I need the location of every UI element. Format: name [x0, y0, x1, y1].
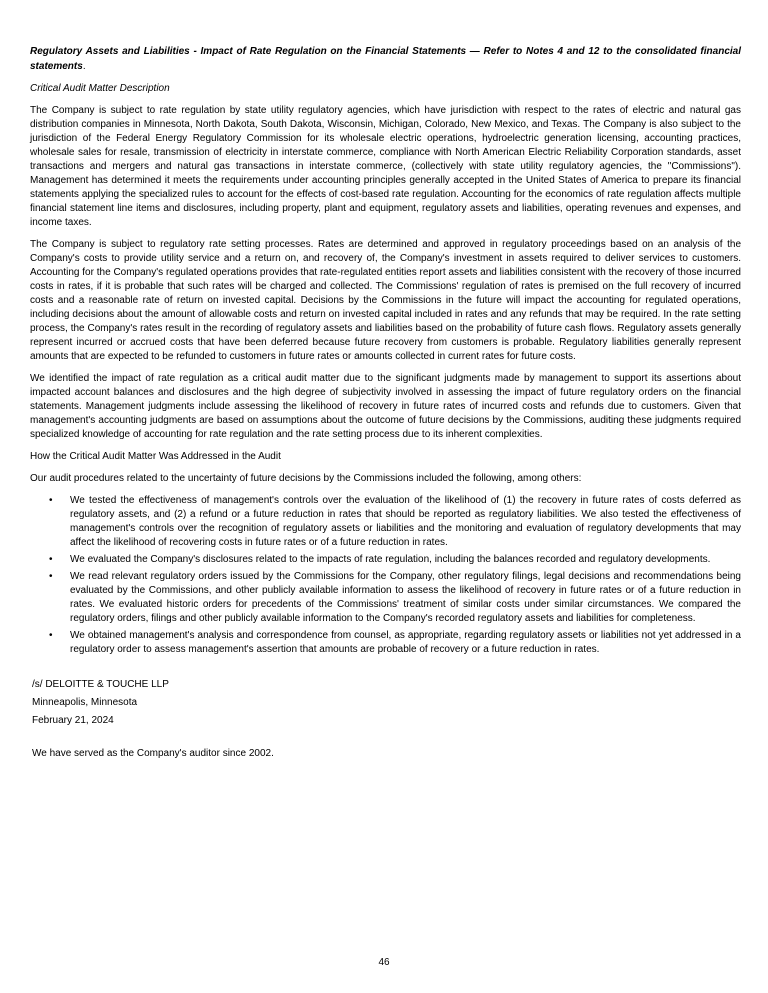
bullet-text-controls-testing: We tested the effectiveness of management's controls over the evaluation of the likelihood of (1) the recovery in future rates of costs deferred as regulatory assets, and (2) a refund or a future reduction in rates that should be reported as regulatory liabilities. We also tested the effectiveness of management's controls over the recognition of regulatory assets or liabilities and the monitoring and evaluation of regulatory developments that may affect the likelihood of recovering costs in future rates or of a future reduction in rates.: [70, 495, 741, 548]
bullet-icon: •: [49, 571, 53, 582]
bullet-icon: •: [49, 630, 53, 641]
paragraph-rate-regulation-overview: The Company is subject to rate regulation by state utility regulatory agencies, which have jurisdiction with respect to the rates of electric and natural gas distribution companies in Minnesota, North Dakota, South Dakota, Wisconsin, Michigan, Colorado, New Mexico, and Texas. The Company is also subject to the jurisdiction of the Federal Energy Regulatory Commission for its wholesale electric operations, hydroelectric generation licensing, accounting practices, wholesale sales for resale, transmission of electricity in interstate commerce, compliance with North American Electric Reliability Corporation standards, asset transactions and mergers and natural gas transactions in interstate commerce, (collectively with state utility regulatory agencies, the "Commissions"). Management has determined it meets the requirements under accounting principles generally accepted in the United States of America to prepare its financial statements applying the specialized rules to account for the effects of cost-based rate regulation. Accounting for the economics of rate regulation affects multiple financial statement line items and disclosures, including property, plant and equipment, regulatory assets and liabilities, operating revenues and expenses, and income taxes.: [30, 105, 741, 228]
signature-block: [30, 678, 741, 728]
signature-date: February 21, 2024: [32, 715, 114, 726]
bullet-text-management-analysis: We obtained management's analysis and correspondence from counsel, as appropriate, regarding regulatory assets or liabilities not yet addressed in a regulatory order to assess management's assertion that amounts are probable of recovery or a future reduction in rates.: [70, 630, 741, 655]
audit-procedures-intro: Our audit procedures related to the uncertainty of future decisions by the Commissions included the following, among others:: [30, 473, 582, 484]
paragraph-rate-setting-process: The Company is subject to regulatory rate setting processes. Rates are determined and approved in regulatory proceedings based on an analysis of the Company's costs to provide utility service and a return on, and recovery of, the Company's investment in assets required to deliver services to customers. Accounting for the Company's regulated operations provides that rate-regulated entities report assets and liabilities consistent with the recovery of those incurred costs in rates, if it is probable that such rates will be charged and collected. The Commissions' regulation of rates is premised on the full recovery of incurred costs and a reasonable rate of return on invested capital. Decisions by the Commissions in the future will impact the accounting for regulated operations, including decisions about the amount of allowable costs and return on invested capital included in rates and any refunds that may be required. In the rate setting process, the Company's rates result in the recording of regulatory assets and liabilities based on the probability of future cash flows. Regulatory assets generally represent incurred or accrued costs that have been deferred because future recovery from customers is probable. Regulatory liabilities generally represent amounts that are expected to be refunded to customers in future rates or amounts collected in current rates for future costs.: [30, 239, 741, 362]
signature-location: Minneapolis, Minnesota: [32, 697, 138, 708]
bullet-icon: •: [49, 554, 53, 565]
auditor-tenure-note: We have served as the Company's auditor since 2002.: [32, 748, 274, 759]
bullet-icon: •: [49, 495, 53, 506]
audit-procedures-list: [30, 494, 741, 657]
bullet-text-regulatory-orders-review: We read relevant regulatory orders issued by the Commissions for the Company, other regulatory filings, legal decisions and recommendations being evaluated by the Commissions, and other publicly available information to assess the likelihood of recovery in future rates or of a future reduction in rates. We evaluated historic orders for precedents of the Commissions' treatment of similar costs under similar circumstances. We compared the regulatory orders, filings and other publicly available information to the Company's recorded regulatory assets and liabilities for completeness.: [70, 571, 741, 624]
signature-firm: /s/ DELOITTE & TOUCHE LLP: [32, 679, 169, 690]
list-item: [30, 553, 741, 567]
critical-audit-matter-description-label: Critical Audit Matter Description: [30, 83, 170, 94]
bullet-text-disclosures-evaluation: We evaluated the Company's disclosures related to the impacts of rate regulation, including the balances recorded and regulatory developments.: [70, 554, 711, 565]
paragraph-critical-audit-matter-rationale: We identified the impact of rate regulation as a critical audit matter due to the significant judgments made by management to support its assertions about impacted account balances and disclosures and the high degree of subjectivity involved in assessing the impact of future regulatory orders on the financial statements. Management judgments include assessing the likelihood of recovery in future rates of incurred costs and refunds due to customers. Given that management's accounting judgments are based on assumptions about the outcome of future decisions by the Commissions, auditing these judgments required specialized knowledge of accounting for rate regulation and the rate setting process due to its inherent complexities.: [30, 373, 741, 440]
section-heading: [30, 44, 741, 74]
page-number: 46: [378, 957, 390, 968]
section-heading-period: .: [82, 61, 86, 72]
list-item: [30, 494, 741, 550]
list-item: [30, 570, 741, 626]
section-heading-text: Regulatory Assets and Liabilities - Impact of Rate Regulation on the Financial Statements — Refer to Notes 4 and 12 to the consolidated financial statements: [30, 46, 741, 72]
list-item: [30, 629, 741, 657]
how-addressed-label: How the Critical Audit Matter Was Addressed in the Audit: [30, 451, 281, 462]
